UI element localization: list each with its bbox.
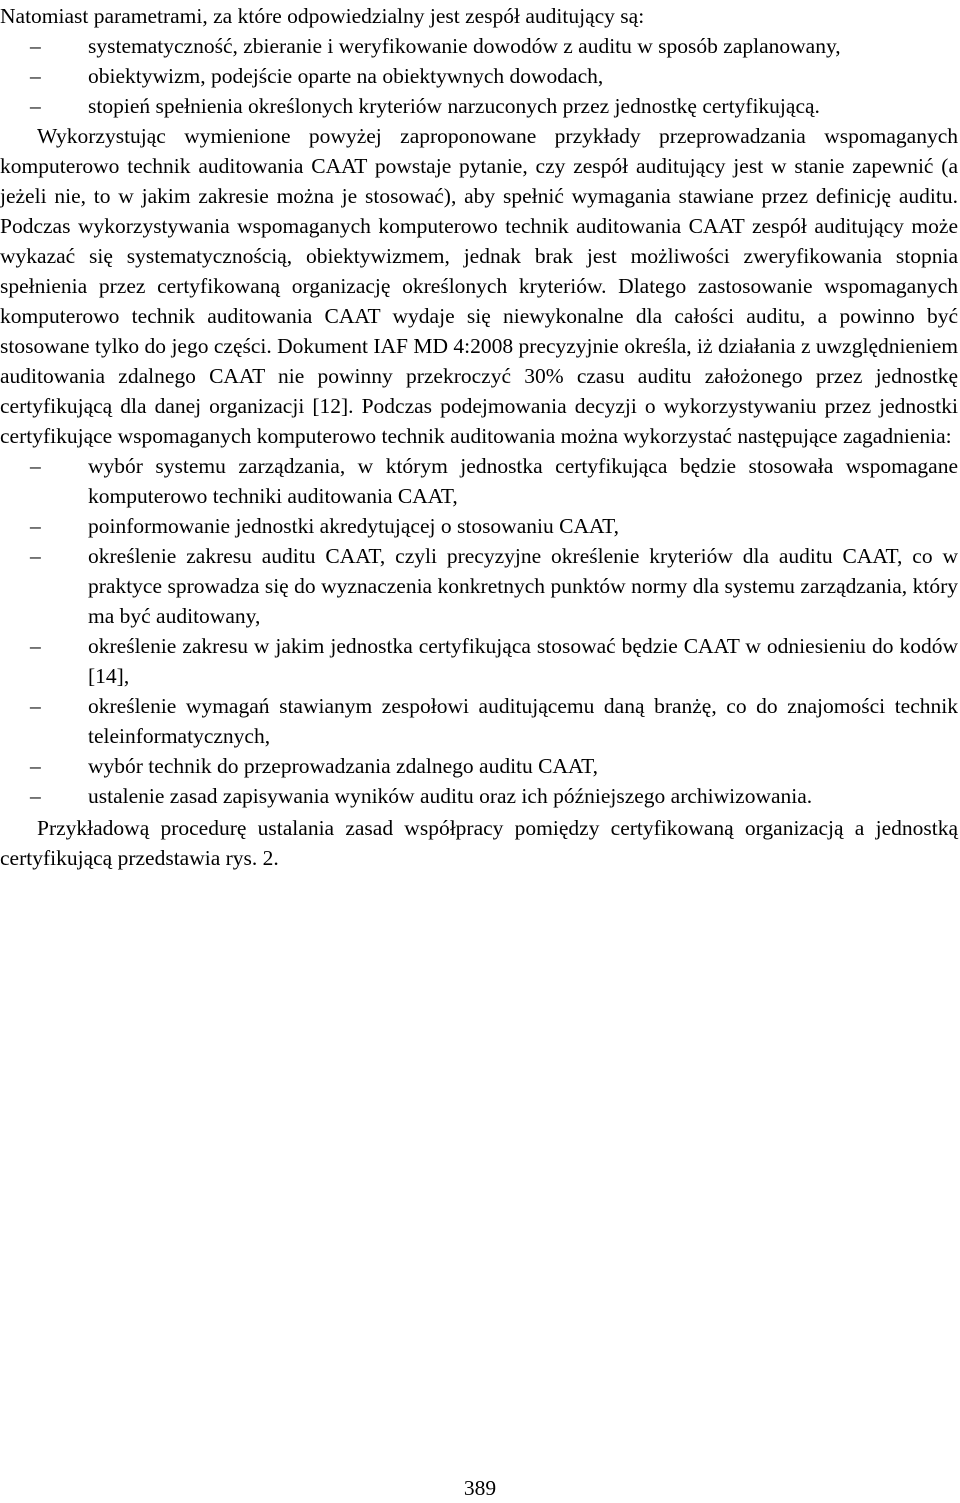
list-item-text: wybór technik do przeprowadzania zdalnego auditu CAAT,: [88, 754, 599, 778]
list-item: [0, 91, 958, 121]
intro-line: Natomiast parametrami, za które odpowiedzialny jest zespół auditujący są:: [0, 4, 645, 28]
list-item-text: stopień spełnienia określonych kryteriów narzuconych przez jednostkę certyfikującą.: [88, 94, 820, 118]
list-item-text: wybór systemu zarządzania, w którym jednostka certyfikująca będzie stosowała wspomagane komputerowo techniki auditowania CAAT,: [88, 454, 958, 508]
list-item: [0, 511, 958, 541]
list-item-text: ustalenie zasad zapisywania wyników auditu oraz ich późniejszego archiwizowania.: [88, 784, 813, 808]
dash-bullet: –: [30, 544, 41, 568]
list-item: [0, 451, 958, 511]
list-item: [0, 31, 958, 61]
list-item-text: systematyczność, zbieranie i weryfikowanie dowodów z auditu w sposób zaplanowany,: [88, 34, 841, 58]
list-item-text: obiektywizm, podejście oparte na obiektywnych dowodach,: [88, 64, 604, 88]
dash-bullet: –: [30, 64, 41, 88]
dash-bullet: –: [30, 784, 41, 808]
list-item: [0, 751, 958, 781]
dash-bullet: –: [30, 694, 41, 718]
list-item: [0, 631, 958, 691]
list-item: [0, 691, 958, 751]
issues-list: [0, 451, 958, 811]
dash-bullet: –: [30, 514, 41, 538]
list-item-text: poinformowanie jednostki akredytującej o stosowaniu CAAT,: [88, 514, 620, 538]
list-item: [0, 61, 958, 91]
page-number: 389: [463, 1476, 497, 1500]
closing-paragraph: Przykładową procedurę ustalania zasad współpracy pomiędzy certyfikowaną organizacją a jednostką certyfikującą przedstawia rys. 2.: [0, 816, 958, 870]
list-item: [0, 781, 958, 811]
list-item-text: określenie zakresu w jakim jednostka certyfikująca stosować będzie CAAT w odniesieniu do kodów [14],: [88, 634, 958, 688]
dash-bullet: –: [30, 94, 41, 118]
dash-bullet: –: [30, 754, 41, 778]
list-item-text: określenie wymagań stawianym zespołowi auditującemu daną branżę, co do znajomości technik teleinformatycznych,: [88, 694, 958, 748]
main-paragraph: Wykorzystując wymienione powyżej zaproponowane przykłady przeprowadzania wspomaganych komputerowo technik auditowania CAAT powstaje pytanie, czy zespół auditujący jest w stanie zapewnić (a jeżeli nie, to w jakim zakresie można je stosować), aby spełnić wymagania stawiane przez definicję auditu. Podczas wykorzystywania wspomaganych komputerowo technik auditowania CAAT zespół auditujący może wykazać się systematycznością, obiektywizmem, jednak brak jest możliwości zweryfikowania stopnia spełnienia przez certyfikowaną organizację określonych kryteriów. Dlatego zastosowanie wspomaganych komputerowo technik auditowania CAAT wydaje się niewykonalne dla całości auditu, a powinno być stosowane tylko do jego części. Dokument IAF MD 4:2008 precyzyjnie określa, iż działania z uwzględnieniem auditowania zdalnego CAAT nie powinny przekroczyć 30% czasu auditu założonego przez jednostkę certyfikującą dla danej organizacji [12]. Podczas podejmowania decyzji o wykorzystywaniu przez jednostki certyfikujące wspomaganych komputerowo technik auditowania można wykorzystać następujące zagadnienia:: [0, 124, 958, 448]
list-item-text: określenie zakresu auditu CAAT, czyli precyzyjne określenie kryteriów dla auditu CAAT, co w praktyce sprowadza się do wyznaczenia konkretnych punktów normy dla systemu zarządzania, który ma być auditowany,: [88, 544, 958, 628]
list-item: [0, 541, 958, 631]
criteria-list: [0, 31, 958, 121]
dash-bullet: –: [30, 454, 41, 478]
dash-bullet: –: [30, 34, 41, 58]
dash-bullet: –: [30, 634, 41, 658]
